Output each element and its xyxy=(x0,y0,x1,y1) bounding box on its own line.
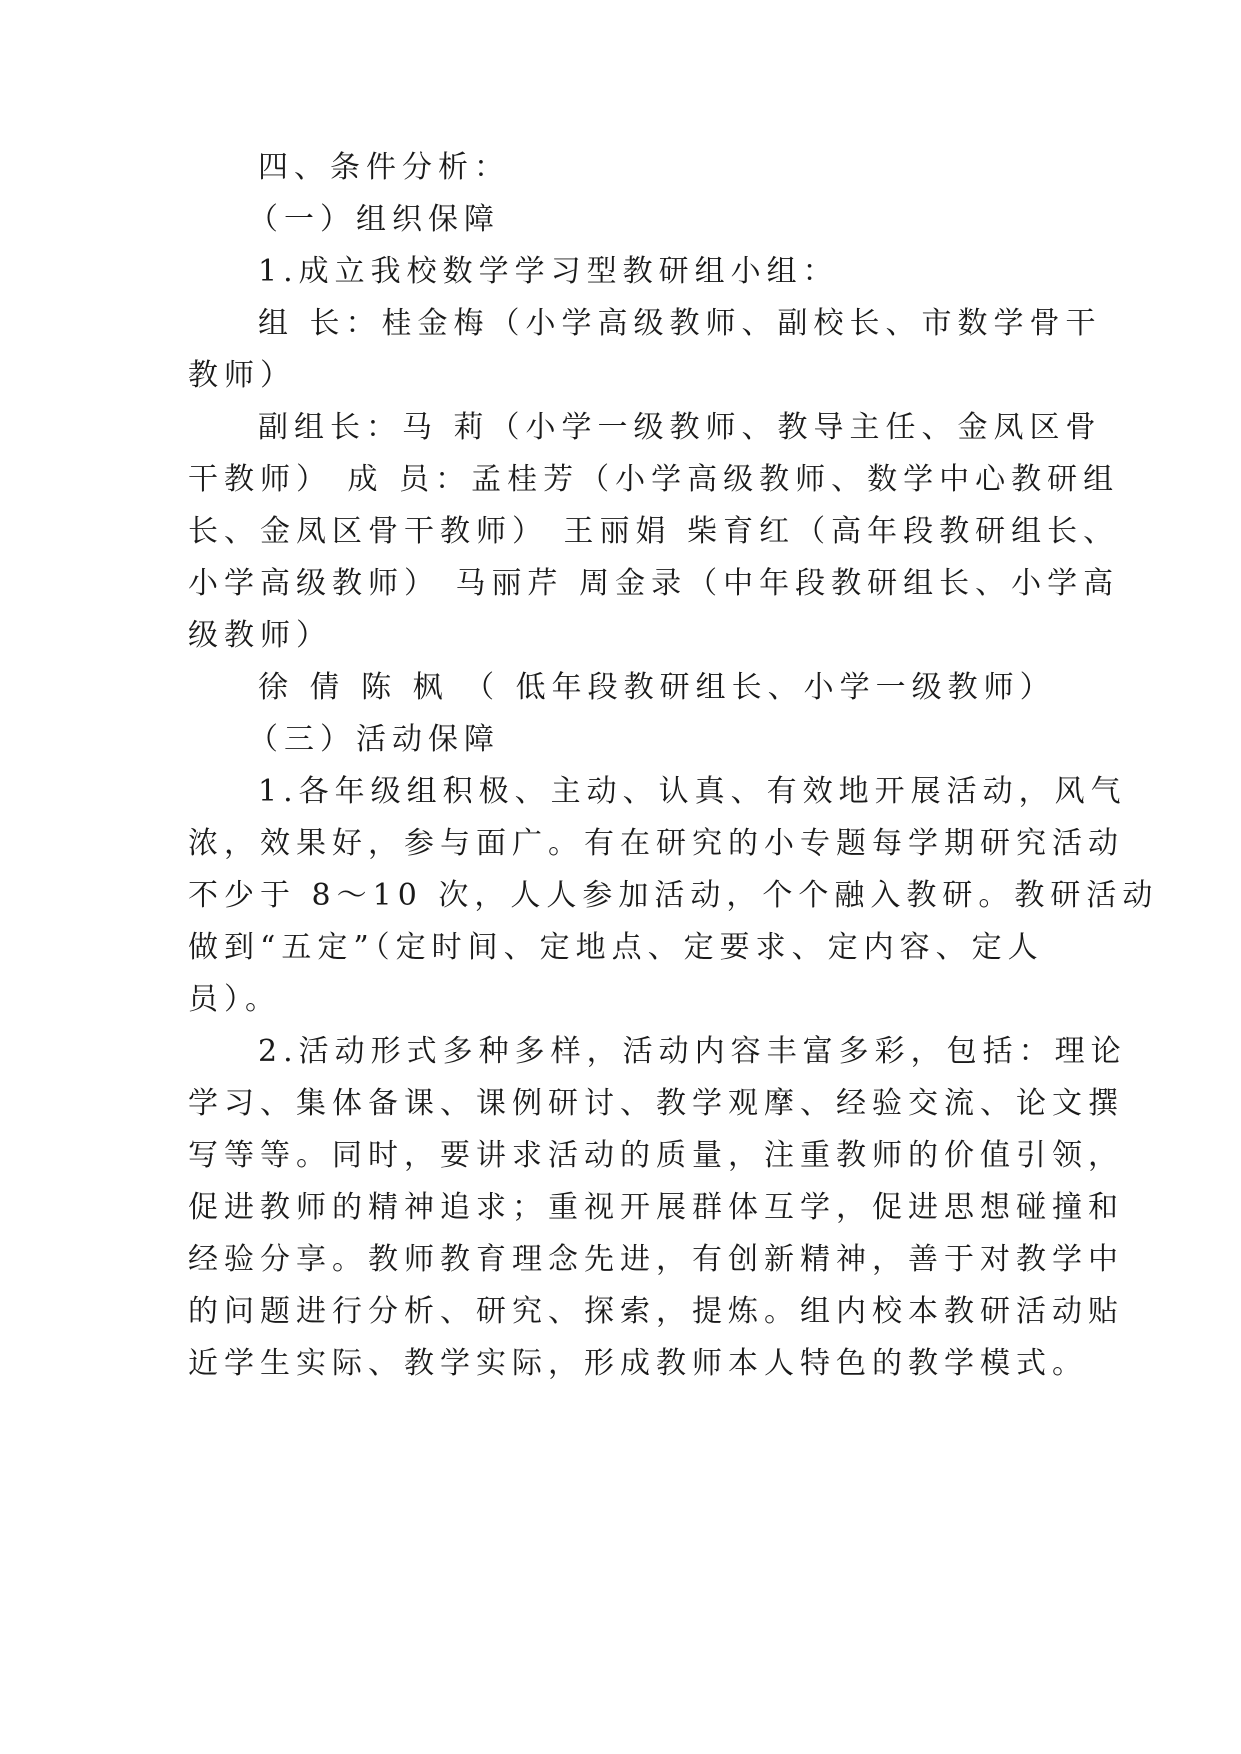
paragraph-line: 近学生实际、教学实际，形成教师本人特色的教学模式。 xyxy=(188,1346,1088,1381)
paragraph-line: 促进教师的精神追求；重视开展群体互学，促进思想碰撞和 xyxy=(188,1190,1124,1225)
paragraph-line: 1.成立我校数学学习型教研组小组： xyxy=(258,254,839,289)
paragraph-line: 经验分享。教师教育理念先进，有创新精神，善于对教学中 xyxy=(188,1242,1124,1277)
paragraph-line: 2.活动形式多种多样，活动内容丰富多彩，包括：理论 xyxy=(258,1034,1127,1069)
paragraph-line: 写等等。同时，要讲求活动的质量，注重教师的价值引领， xyxy=(188,1138,1124,1173)
paragraph-line: 做到“五定”（定时间、定地点、定要求、定内容、定人 xyxy=(188,930,1044,965)
paragraph-line: 1.各年级组积极、主动、认真、有效地开展活动，风气 xyxy=(258,774,1127,809)
paragraph-line: 小学高级教师） 马丽芹 周金录（中年段教研组长、小学高 xyxy=(188,566,1120,601)
paragraph-line: 不少于 8～10 次，人人参加活动，个个融入教研。教研活动 xyxy=(188,878,1159,913)
paragraph-line: 长、金凤区骨干教师） 王丽娟 柴育红（高年段教研组长、 xyxy=(188,514,1120,549)
paragraph-line: 的问题进行分析、研究、探索，提炼。组内校本教研活动贴 xyxy=(188,1294,1124,1329)
paragraph-line: 教师） xyxy=(188,358,296,393)
paragraph-line: 级教师） xyxy=(188,618,332,653)
paragraph-line: 学习、集体备课、课例研讨、教学观摩、经验交流、论文撰 xyxy=(188,1086,1124,1121)
paragraph-line: 干教师） 成 员：孟桂芳（小学高级教师、数学中心教研组 xyxy=(188,462,1120,497)
paragraph-line: 徐 倩 陈 枫 （ 低年段教研组长、小学一级教师） xyxy=(258,670,1056,705)
paragraph-line: 员）。 xyxy=(188,982,281,1017)
subsection-heading: （一）组织保障 xyxy=(248,202,500,237)
paragraph-line: 组 长：桂金梅（小学高级教师、副校长、市数学骨干 xyxy=(258,306,1102,341)
section-heading: 四、条件分析： xyxy=(258,150,510,185)
paragraph-line: 副组长：马 莉（小学一级教师、教导主任、金凤区骨 xyxy=(258,410,1102,445)
paragraph-line: 浓，效果好，参与面广。有在研究的小专题每学期研究活动 xyxy=(188,826,1124,861)
subsection-heading: （三）活动保障 xyxy=(248,722,500,757)
